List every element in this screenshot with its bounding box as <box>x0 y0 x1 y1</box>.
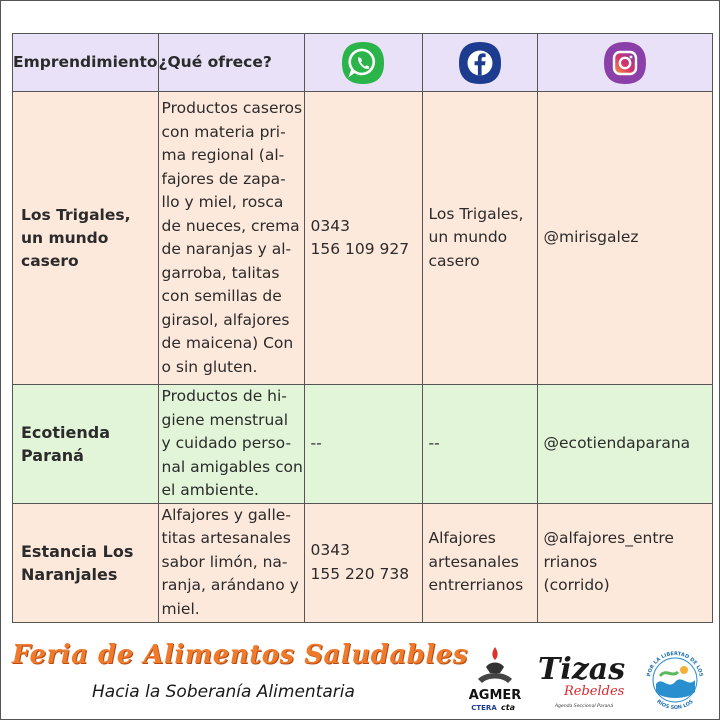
tizas-logo-tag: Agenda Seccional Paraná <box>554 704 614 709</box>
row-facebook: Alfajores artesanales entrerrianos <box>422 503 537 622</box>
header-que-ofrece: ¿Qué ofrece? <box>158 34 304 92</box>
facebook-icon <box>457 40 503 86</box>
rios-logo-top: POR LA LIBERTAD DE LOS <box>646 650 704 678</box>
agmer-logo-ctera: CTERA <box>471 704 497 712</box>
rios-libres-logo <box>640 646 710 714</box>
header-facebook <box>422 34 537 92</box>
tizas-rebeldes-logo <box>534 645 634 710</box>
fair-subtitle: Hacia la Soberanía Alimentaria <box>92 682 355 702</box>
row-offer: Productos caseros con materia pri- ma regional (al- fajores de zapa- llo y miel, rosca de nueces, crema de naranjas y al- garroba, talitas con semillas de girasol, alfajores de maicena) Con o sin gluten. <box>158 92 304 385</box>
row-whatsapp: 0343 155 220 738 <box>304 503 422 622</box>
agmer-logo-cta: cta <box>501 703 515 712</box>
table-row <box>13 92 713 385</box>
rios-logo-bottom: RÍOS SON LOS <box>655 698 695 712</box>
table-row <box>13 503 713 622</box>
row-whatsapp: -- <box>304 385 422 504</box>
header-instagram <box>537 34 712 92</box>
agmer-logo <box>464 643 526 713</box>
row-offer: Productos de hi- giene menstrual y cuidado perso- nal amigables con el ambiente. <box>158 385 304 504</box>
tizas-logo-script: Rebeldes <box>564 684 625 699</box>
row-instagram: @mirisgalez <box>537 92 712 385</box>
header-whatsapp <box>304 34 422 92</box>
agmer-logo-text: AGMER <box>468 688 522 703</box>
row-instagram: @alfajores_entre rrianos (corrido) <box>537 503 712 622</box>
row-name: Ecotienda Paraná <box>13 385 159 504</box>
instagram-icon <box>602 40 648 86</box>
row-offer: Alfajores y galle- titas artesanales sabor limón, na- ranja, arándano y miel. <box>158 503 304 622</box>
whatsapp-icon <box>340 40 386 86</box>
table-row <box>13 385 713 504</box>
fair-title: Feria de Alimentos Saludables <box>12 640 468 670</box>
entrepreneurs-table <box>12 33 713 623</box>
row-name: Los Trigales, un mundo casero <box>13 92 159 385</box>
row-instagram: @ecotiendaparana <box>537 385 712 504</box>
row-whatsapp: 0343 156 109 927 <box>304 92 422 385</box>
header-row <box>13 34 713 92</box>
row-facebook: Los Trigales, un mundo casero <box>422 92 537 385</box>
row-name: Estancia Los Naranjales <box>13 503 159 622</box>
tizas-logo-text: Tizas <box>538 652 626 687</box>
row-facebook: -- <box>422 385 537 504</box>
header-emprendimiento: Emprendimiento <box>13 34 159 92</box>
